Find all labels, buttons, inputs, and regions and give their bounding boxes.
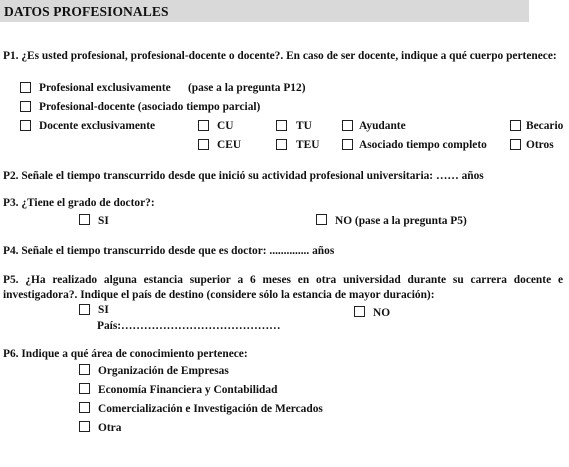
p1-cu-label: CU bbox=[217, 120, 234, 132]
p1-otros-label: Otros bbox=[526, 139, 554, 151]
p5-question: P5. ¿Ha realizado alguna estancia superior a 6 meses en otra universidad durante su carrera docente e investigadora?. Indique el país de destino (considere sólo la estancia de mayor duración): bbox=[3, 274, 563, 301]
p1-docente-label: Docente exclusivamente bbox=[39, 120, 156, 132]
p3-question: P3. ¿Tiene el grado de doctor?: bbox=[3, 197, 155, 209]
p1-tu-label: TU bbox=[296, 120, 312, 132]
p3-no-label: NO (pase a la pregunta P5) bbox=[335, 215, 467, 227]
p1-profesional-note: (pase a la pregunta P12) bbox=[188, 82, 306, 94]
p1-otros-checkbox[interactable] bbox=[510, 139, 521, 150]
p1-profesional-label: Profesional exclusivamente bbox=[39, 82, 171, 94]
p3-si-checkbox[interactable] bbox=[79, 214, 90, 225]
p6-option-checkbox[interactable] bbox=[79, 421, 90, 432]
p5-no-label: NO bbox=[373, 307, 391, 319]
p1-prof-docente-checkbox[interactable] bbox=[20, 101, 31, 112]
p1-asociado-label: Asociado tiempo completo bbox=[359, 139, 487, 151]
p2-question: P2. Señale el tiempo transcurrido desde que inició su actividad profesional universitaria: …… años bbox=[3, 170, 484, 182]
p6-option-label: Organización de Empresas bbox=[98, 365, 229, 377]
p6-question: P6. Indique a qué área de conocimiento pertenece: bbox=[3, 348, 248, 360]
section-title: DATOS PROFESIONALES bbox=[4, 4, 169, 19]
p1-asociado-checkbox[interactable] bbox=[342, 139, 353, 150]
p5-si-checkbox[interactable] bbox=[79, 304, 90, 315]
p1-docente-checkbox[interactable] bbox=[20, 120, 31, 131]
p1-ceu-label: CEU bbox=[217, 139, 242, 151]
p6-option-label: Otra bbox=[98, 422, 122, 434]
section-header bbox=[0, 0, 529, 22]
p1-ceu-checkbox[interactable] bbox=[198, 139, 209, 150]
p5-si-label: SI bbox=[98, 304, 109, 316]
p5-pais-field[interactable]: País:…………………………………… bbox=[97, 320, 281, 332]
p4-question: P4. Señale el tiempo transcurrido desde que es doctor: .............. años bbox=[3, 245, 335, 257]
p1-becario-label: Becario bbox=[526, 120, 564, 132]
p6-option-label: Comercialización e Investigación de Mercados bbox=[98, 403, 323, 415]
p6-option-checkbox[interactable] bbox=[79, 364, 90, 375]
p1-teu-checkbox[interactable] bbox=[276, 139, 287, 150]
p1-question: P1. ¿Es usted profesional, profesional-docente o docente?. En caso de ser docente, indique a qué cuerpo pertenece: bbox=[3, 50, 557, 62]
p6-option-label: Economía Financiera y Contabilidad bbox=[98, 384, 278, 396]
p1-ayudante-label: Ayudante bbox=[359, 120, 406, 132]
p1-prof-docente-label: Profesional-docente (asociado tiempo parcial) bbox=[39, 101, 261, 113]
p1-becario-checkbox[interactable] bbox=[510, 120, 521, 131]
p1-tu-checkbox[interactable] bbox=[276, 120, 287, 131]
p1-cu-checkbox[interactable] bbox=[198, 120, 209, 131]
p1-ayudante-checkbox[interactable] bbox=[342, 120, 353, 131]
p6-option-checkbox[interactable] bbox=[79, 402, 90, 413]
p3-si-label: SI bbox=[98, 215, 109, 227]
p5-no-checkbox[interactable] bbox=[354, 306, 365, 317]
p1-teu-label: TEU bbox=[296, 139, 320, 151]
p1-profesional-checkbox[interactable] bbox=[20, 82, 31, 93]
p6-option-checkbox[interactable] bbox=[79, 383, 90, 394]
p3-no-checkbox[interactable] bbox=[316, 214, 327, 225]
